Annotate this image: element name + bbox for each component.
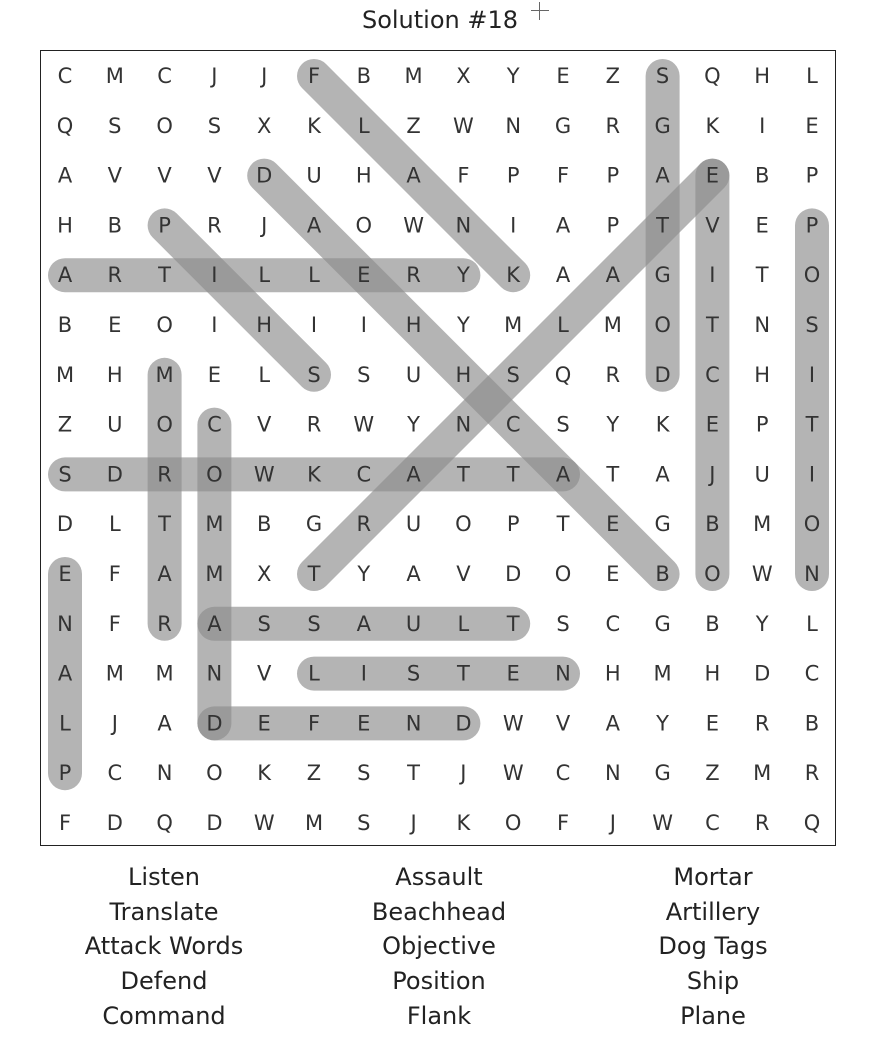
grid-letter: E <box>705 412 720 437</box>
grid-letter: O <box>654 313 671 337</box>
grid-letter: Y <box>357 562 371 586</box>
grid-letter: J <box>460 761 467 786</box>
grid-letter: U <box>405 611 422 636</box>
grid-letter: H <box>355 163 372 188</box>
grid-letter: G <box>654 263 671 288</box>
grid-letter: F <box>58 811 72 835</box>
grid-letter: E <box>58 562 72 586</box>
grid-letter: B <box>107 213 123 238</box>
grid-letter: K <box>506 263 521 288</box>
grid-letter: S <box>307 362 321 387</box>
grid-letter: H <box>256 313 273 337</box>
word-list-item: Dog Tags <box>658 932 768 961</box>
grid-letter: R <box>804 761 820 786</box>
grid-letter: N <box>505 113 522 138</box>
grid-letter: G <box>654 611 671 636</box>
grid-letter: Z <box>705 761 720 786</box>
grid-letter: Z <box>306 761 322 786</box>
grid-letter: A <box>605 711 620 736</box>
grid-letter: L <box>457 611 470 636</box>
grid-letter: B <box>705 611 720 636</box>
grid-letter: V <box>257 661 272 686</box>
grid-letter: W <box>253 811 275 835</box>
grid-letter: F <box>307 64 321 88</box>
grid-letter: T <box>606 462 620 487</box>
grid-letter: J <box>261 213 268 238</box>
grid-letter: H <box>455 362 472 387</box>
grid-letter: P <box>158 213 171 238</box>
grid-letter: T <box>158 512 172 537</box>
grid-letter: Q <box>156 811 173 835</box>
grid-letter: W <box>403 213 424 238</box>
grid-letter: A <box>406 562 421 586</box>
grid-letter: P <box>755 412 769 437</box>
grid-letter: E <box>606 562 620 586</box>
grid-letter: O <box>803 512 821 537</box>
word-list-item: Plane <box>680 1001 746 1030</box>
grid-letter: S <box>357 761 371 786</box>
word-list-column-2 <box>309 860 569 1034</box>
grid-letter: S <box>207 113 222 138</box>
grid-letter: H <box>704 661 721 686</box>
grid-letter: I <box>759 113 766 138</box>
grid-letter: C <box>207 412 222 437</box>
grid-letter: O <box>156 113 173 138</box>
grid-letter: F <box>108 562 121 586</box>
grid-letter: I <box>211 313 218 337</box>
grid-letter: J <box>709 462 716 487</box>
grid-letter: S <box>108 113 122 138</box>
grid-letter: N <box>455 213 472 238</box>
grid-letter: A <box>655 462 670 487</box>
grid-letter: N <box>206 661 223 686</box>
grid-letter: D <box>654 362 671 387</box>
grid-letter: M <box>105 64 124 88</box>
grid-letter: E <box>357 711 371 736</box>
word-list-item: Mortar <box>673 863 753 891</box>
grid-letter: N <box>455 412 472 437</box>
grid-letter: E <box>357 263 371 288</box>
grid-letter: A <box>57 263 73 288</box>
grid-letter: X <box>257 113 272 138</box>
grid-letter: C <box>555 761 571 786</box>
grid-letter: P <box>805 213 819 238</box>
word-list-item: Translate <box>109 897 219 926</box>
grid-letter: B <box>57 313 73 337</box>
grid-letter: M <box>653 661 672 686</box>
grid-letter: O <box>704 562 721 586</box>
grid-letter: C <box>505 412 521 437</box>
grid-letter: Z <box>406 113 421 138</box>
grid-letter: G <box>654 512 671 537</box>
grid-letter: G <box>305 512 323 537</box>
grid-letter: Y <box>606 412 620 437</box>
grid-letter: J <box>211 64 218 88</box>
grid-letter: R <box>356 512 372 537</box>
grid-letter: T <box>506 611 520 636</box>
grid-letter: D <box>206 711 223 736</box>
grid-letter: B <box>655 562 670 586</box>
grid-letter: I <box>510 213 517 238</box>
grid-letter: L <box>557 313 569 337</box>
grid-letter: X <box>456 64 471 88</box>
grid-letter: W <box>751 562 773 586</box>
grid-letter: C <box>356 462 372 487</box>
word-list-column-3 <box>583 860 843 1034</box>
grid-letter: A <box>406 462 421 487</box>
grid-letter: O <box>455 512 472 537</box>
grid-letter: S <box>556 412 570 437</box>
grid-letter: R <box>605 113 621 138</box>
grid-letter: K <box>456 811 471 835</box>
grid-letter: O <box>355 213 373 238</box>
grid-letter: T <box>456 462 470 487</box>
grid-letter: M <box>753 761 772 786</box>
grid-letter: L <box>308 263 320 288</box>
grid-letter: E <box>506 661 520 686</box>
grid-letter: M <box>155 661 174 686</box>
grid-letter: T <box>307 562 321 586</box>
grid-letter: O <box>803 263 821 288</box>
grid-letter: N <box>804 562 820 586</box>
grid-letter: I <box>808 362 816 387</box>
grid-letter: R <box>157 462 172 487</box>
grid-letter: P <box>606 213 620 238</box>
grid-letter: F <box>108 611 121 636</box>
grid-letter: Y <box>407 412 421 437</box>
grid-letter: A <box>57 163 73 188</box>
grid-letter: M <box>155 362 174 387</box>
word-list-item: Assault <box>395 863 483 891</box>
grid-letter: C <box>705 362 720 387</box>
grid-letter: B <box>356 64 372 88</box>
grid-letter: M <box>603 313 622 337</box>
grid-letter: V <box>456 562 471 586</box>
grid-letter: I <box>360 661 367 686</box>
grid-letter: A <box>207 611 222 636</box>
grid-letter: T <box>755 263 769 288</box>
grid-letter: Y <box>656 711 670 736</box>
grid-letter: S <box>307 611 321 636</box>
grid-letter: A <box>555 263 571 288</box>
grid-letter: I <box>360 313 367 337</box>
grid-letter: S <box>257 611 271 636</box>
grid-letter: W <box>652 811 673 835</box>
grid-letter: S <box>556 611 570 636</box>
grid-letter: S <box>805 313 819 337</box>
grid-letter: E <box>556 64 570 88</box>
grid-letter: F <box>556 163 570 188</box>
grid-letter: R <box>605 362 621 387</box>
grid-letter: O <box>206 462 223 487</box>
grid-letter: G <box>654 761 671 786</box>
grid-letter: D <box>256 163 273 188</box>
grid-letter: S <box>58 462 72 487</box>
grid-letter: N <box>555 661 571 686</box>
grid-letter: T <box>456 661 470 686</box>
grid-letter: Z <box>605 64 620 88</box>
grid-letter: E <box>606 512 620 537</box>
grid-letter: R <box>306 412 322 437</box>
grid-letter: U <box>306 163 322 188</box>
grid-letter: W <box>253 462 275 487</box>
grid-letter: T <box>656 213 670 238</box>
grid-letter: T <box>158 263 172 288</box>
grid-letter: M <box>55 362 75 387</box>
grid-letter: K <box>655 412 670 437</box>
grid-letter: T <box>506 462 520 487</box>
grid-letter: A <box>356 611 371 636</box>
grid-letter: M <box>504 313 523 337</box>
grid-letter: D <box>56 512 74 537</box>
grid-letter: D <box>106 462 123 487</box>
grid-letter: R <box>754 711 770 736</box>
grid-letter: K <box>705 113 720 138</box>
highlight-layer <box>65 76 812 773</box>
grid-letter: F <box>457 163 470 188</box>
grid-letter: I <box>808 462 816 487</box>
grid-letter: O <box>504 811 522 835</box>
grid-letter: T <box>556 512 570 537</box>
grid-letter: X <box>257 562 272 586</box>
grid-letter: H <box>754 64 771 88</box>
grid-letter: S <box>655 64 670 88</box>
grid-letter: E <box>108 313 122 337</box>
grid-letter: S <box>357 811 371 835</box>
word-list-item: Objective <box>382 932 496 961</box>
grid-letter: V <box>555 711 571 736</box>
word-list-item: Flank <box>406 1001 472 1030</box>
grid-letter: M <box>753 512 772 537</box>
grid-letter: P <box>805 163 819 188</box>
grid-letter: U <box>405 512 422 537</box>
grid-letter: D <box>505 562 522 586</box>
grid-letter: L <box>59 711 71 736</box>
grid-letter: E <box>705 711 720 736</box>
grid-letter: N <box>604 761 621 786</box>
grid-letter: I <box>709 263 716 288</box>
grid-letter: E <box>257 711 271 736</box>
grid-letter: F <box>307 711 321 736</box>
grid-letter: P <box>606 163 620 188</box>
grid-letter: H <box>106 362 123 387</box>
grid-letter: M <box>205 562 224 586</box>
grid-letter: W <box>453 113 474 138</box>
grid-letter: R <box>207 213 222 238</box>
found-word-highlight <box>165 225 314 374</box>
grid-letter: W <box>502 711 524 736</box>
grid-letter: I <box>310 313 318 337</box>
grid-letter: V <box>257 412 272 437</box>
grid-letter: A <box>157 711 172 736</box>
grid-letter: K <box>307 462 321 487</box>
grid-letter: L <box>806 64 818 88</box>
grid-letter: N <box>57 611 73 636</box>
grid-letter: Y <box>456 263 470 288</box>
grid-letter: U <box>754 462 770 487</box>
grid-letter: D <box>106 811 123 835</box>
grid-letter: Y <box>506 64 520 88</box>
grid-letter: I <box>211 263 218 288</box>
grid-letter: V <box>705 213 720 238</box>
grid-letter: S <box>357 362 371 387</box>
grid-letter: O <box>206 761 223 786</box>
grid-letter: B <box>256 512 272 537</box>
grid-letter: W <box>502 761 524 786</box>
word-list-item: Position <box>392 967 486 996</box>
grid-letter: H <box>604 661 621 686</box>
grid-letter: E <box>207 362 222 387</box>
grid-letter: G <box>554 113 572 138</box>
grid-letter: F <box>556 811 570 835</box>
word-list-item: Defend <box>120 967 208 996</box>
grid-letter: W <box>353 412 375 437</box>
grid-letter: T <box>705 313 719 337</box>
grid-letter: D <box>754 661 771 686</box>
grid-letter: L <box>258 362 271 387</box>
grid-letter: V <box>157 163 172 188</box>
puzzle-title: Solution #18 <box>361 6 519 34</box>
grid-letter: Q <box>56 113 74 138</box>
grid-letter: M <box>304 811 324 835</box>
grid-letter: V <box>107 163 122 188</box>
grid-letter: O <box>156 412 173 437</box>
grid-letter: A <box>306 213 322 238</box>
grid-letter: M <box>404 64 423 88</box>
grid-letter: K <box>257 761 272 786</box>
grid-letter: Z <box>57 412 73 437</box>
grid-letter: Q <box>554 362 572 387</box>
grid-letter: A <box>57 661 73 686</box>
grid-letter: A <box>555 462 571 487</box>
grid-letter: L <box>806 611 818 636</box>
grid-letter: Q <box>704 64 721 88</box>
grid-letter: L <box>308 661 320 686</box>
grid-letter: B <box>804 711 820 736</box>
grid-letter: E <box>755 213 769 238</box>
word-list-item: Beachhead <box>371 897 507 926</box>
grid-letter: M <box>105 661 124 686</box>
word-list-item: Attack Words <box>84 932 244 961</box>
grid-letter: K <box>307 113 321 138</box>
grid-letter: P <box>506 512 520 537</box>
grid-letter: E <box>805 113 819 138</box>
grid-letter: B <box>754 163 770 188</box>
grid-letter: U <box>405 362 422 387</box>
grid-letter: N <box>405 711 422 736</box>
word-list-item: Artillery <box>665 897 761 926</box>
grid-letter: C <box>804 661 820 686</box>
grid-letter: A <box>655 163 670 188</box>
grid-letter: Q <box>803 811 821 835</box>
grid-letter: M <box>205 512 224 537</box>
grid-letter: R <box>754 811 770 835</box>
grid-letter: L <box>357 113 370 138</box>
grid-letter: C <box>157 64 172 88</box>
grid-letter: U <box>107 412 123 437</box>
grid-letter: D <box>206 811 223 835</box>
grid-letter: H <box>754 362 771 387</box>
word-list-item: Ship <box>686 967 740 996</box>
grid-letter: B <box>705 512 720 537</box>
grid-letter: C <box>57 64 73 88</box>
grid-letter: O <box>554 562 572 586</box>
grid-letter: D <box>455 711 472 736</box>
grid-letter: C <box>107 761 123 786</box>
grid-letter: T <box>407 761 421 786</box>
grid-letter: V <box>207 163 222 188</box>
grid-letter: N <box>754 313 771 337</box>
grid-letter: G <box>654 113 671 138</box>
grid-letter: C <box>705 811 720 835</box>
word-list-item: Command <box>102 1001 226 1030</box>
grid-letter: L <box>108 512 121 537</box>
grid-letter: N <box>156 761 173 786</box>
word-list-item: Listen <box>128 863 200 891</box>
grid-letter: O <box>156 313 173 337</box>
grid-letter: J <box>609 811 616 835</box>
grid-letter: S <box>506 362 520 387</box>
grid-letter: R <box>157 611 172 636</box>
grid-letter: R <box>406 263 421 288</box>
grid-letter: Y <box>755 611 769 636</box>
grid-letter: Y <box>456 313 470 337</box>
grid-letter: A <box>605 263 620 288</box>
grid-letter: H <box>57 213 73 238</box>
grid-letter: J <box>410 811 417 835</box>
grid-letter: S <box>406 661 421 686</box>
grid-letter: C <box>605 611 621 636</box>
grid-letter: P <box>506 163 520 188</box>
grid-letter: H <box>405 313 422 337</box>
word-list-column-1 <box>34 860 294 1034</box>
grid-letter: T <box>805 412 819 437</box>
grid-letter: E <box>705 163 720 188</box>
grid-letter: J <box>261 64 268 88</box>
grid-letter: L <box>258 263 271 288</box>
grid-letter: A <box>157 562 172 586</box>
grid-letter: A <box>406 163 421 188</box>
grid-letter: J <box>111 711 118 736</box>
grid-letter: A <box>555 213 571 238</box>
grid-letter: P <box>58 761 72 786</box>
grid-letter: R <box>107 263 123 288</box>
